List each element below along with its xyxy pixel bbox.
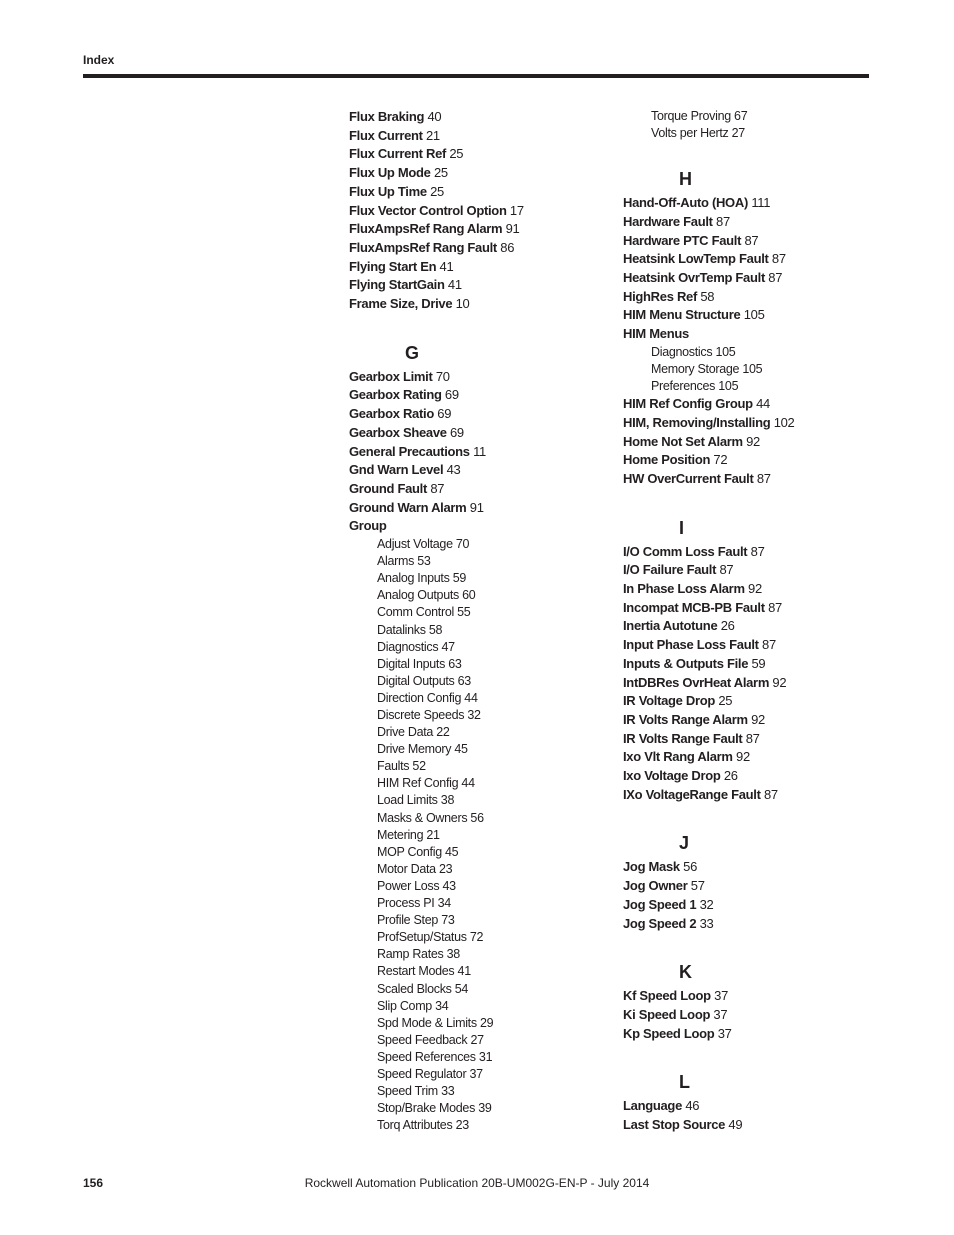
index-page-number: 92: [736, 749, 750, 765]
index-term: Flux Up Mode: [349, 165, 431, 181]
index-subentry: Discrete Speeds 32: [377, 708, 481, 722]
index-entry: [623, 730, 869, 749]
index-subentry: Masks & Owners 56: [377, 810, 484, 825]
index-page-number: 87: [745, 730, 760, 746]
index-term: Gearbox Ratio: [349, 406, 434, 422]
index-entry: [623, 395, 869, 414]
index-term: Kf Speed Loop: [623, 988, 711, 1004]
index-term: In Phase Loss Alarm: [623, 581, 745, 597]
index-entry: [349, 405, 609, 424]
index-page-number: 49: [728, 1117, 743, 1133]
index-subentry: Restart Modes 41: [377, 964, 471, 979]
index-term: Jog Speed 2: [623, 915, 697, 931]
index-entry: [623, 414, 869, 433]
index-subentry: Stop/Brake Modes 39: [377, 1101, 492, 1116]
group-subentries: [349, 536, 609, 1134]
index-entry: [349, 461, 609, 480]
index-entry: [623, 1116, 869, 1135]
index-entry-him-menus: [623, 325, 869, 344]
index-entry: [623, 433, 869, 452]
index-entry: [349, 295, 609, 314]
index-page-number: 41: [439, 258, 454, 274]
index-subentry: Digital Inputs 63: [377, 656, 462, 671]
index-entry: [349, 202, 609, 221]
index-entry: [623, 1025, 869, 1044]
index-page-number: 87: [430, 480, 445, 496]
index-term: Heatsink LowTemp Fault: [623, 251, 769, 267]
index-term: Ixo Vlt Rang Alarm: [623, 749, 733, 765]
index-page-number: 102: [773, 414, 795, 430]
index-column-right: [623, 108, 869, 1163]
index-subentry: Faults 52: [377, 759, 426, 774]
index-page-number: 43: [446, 462, 461, 478]
index-entry: [349, 424, 609, 443]
index-subentry: Datalinks 58: [377, 622, 443, 637]
index-subentry: Speed References 31: [377, 1049, 493, 1064]
index-entry: [623, 915, 869, 934]
index-subentry: Profile Step 73: [377, 913, 455, 928]
index-entry: [623, 599, 869, 618]
index-term: Flying Start En: [349, 258, 437, 274]
him-menus-subentries: [623, 344, 869, 395]
section-i: [623, 543, 869, 805]
index-subentry: Volts per Hertz 27: [651, 126, 745, 141]
index-page-number: 70: [435, 368, 450, 384]
index-page-number: 41: [447, 277, 462, 293]
index-page-number: 92: [772, 674, 787, 690]
index-entry: [623, 767, 869, 786]
index-page-number: 25: [718, 693, 733, 709]
index-subentry: Digital Outputs 63: [377, 673, 471, 688]
header-rule: [83, 74, 869, 78]
index-subentry: Load Limits 38: [377, 793, 455, 808]
index-term: Kp Speed Loop: [623, 1025, 715, 1041]
index-term: Gearbox Sheave: [349, 424, 447, 440]
index-term: Frame Size, Drive: [349, 296, 453, 312]
index-subentry: Motor Data 23: [377, 861, 453, 876]
index-page-number: 87: [763, 786, 778, 802]
index-page-number: 25: [430, 183, 444, 199]
index-entry: [623, 194, 869, 213]
section-letter-j: J: [679, 833, 690, 854]
index-entry: [349, 480, 609, 499]
index-term: FluxAmpsRef Rang Alarm: [349, 221, 503, 237]
index-entry: [623, 636, 869, 655]
index-subentry: Preferences 105: [651, 379, 739, 393]
index-subentry: Speed Regulator 37: [377, 1066, 483, 1081]
index-term: Jog Owner: [623, 878, 688, 894]
index-page-number: 32: [699, 896, 714, 912]
index-page-number: 87: [716, 213, 730, 229]
index-entry: [623, 786, 869, 805]
index-term: Ki Speed Loop: [623, 1006, 711, 1022]
index-page-number: 87: [719, 562, 734, 578]
index-term: IR Volts Range Fault: [623, 730, 743, 746]
page-number: 156: [83, 1176, 104, 1190]
index-subentry: Analog Inputs 59: [377, 571, 467, 586]
index-entry-group: [349, 517, 609, 536]
index-entry: [623, 232, 869, 251]
section-letter-g: G: [405, 342, 420, 363]
index-subentry: Drive Data 22: [377, 725, 450, 740]
index-entry: [623, 213, 869, 232]
index-entry: [623, 269, 869, 288]
index-page-number: 57: [690, 878, 705, 894]
continued-subentries: [623, 108, 869, 142]
index-term: IntDBRes OvrHeat Alarm: [623, 674, 770, 690]
index-page-number: 87: [750, 543, 765, 559]
index-term: Gearbox Rating: [349, 387, 442, 403]
index-page-number: 25: [449, 146, 464, 162]
index-term: Hand-Off-Auto (HOA): [623, 195, 748, 211]
index-term: Incompat MCB-PB Fault: [623, 599, 765, 615]
index-entry: [349, 127, 609, 146]
index-entry: [349, 183, 609, 202]
index-page-number: 69: [450, 424, 464, 440]
index-entry: [623, 877, 869, 896]
index-term: Jog Speed 1: [623, 896, 697, 912]
index-entry: [349, 164, 609, 183]
index-entry: [349, 108, 609, 127]
index-term: Flux Current: [349, 127, 423, 143]
index-page-number: 58: [700, 288, 715, 304]
index-subentry: Drive Memory 45: [377, 742, 468, 757]
index-term: Flux Up Time: [349, 183, 427, 199]
index-term: Language: [623, 1098, 682, 1114]
index-entry: [349, 443, 609, 462]
index-subentry: Speed Trim 33: [377, 1084, 455, 1099]
index-subentry: Adjust Voltage 70: [377, 537, 470, 552]
index-term: IR Volts Range Alarm: [623, 711, 748, 727]
index-term: HighRes Ref: [623, 288, 697, 304]
index-page-number: 10: [455, 296, 470, 312]
index-subentry: Process PI 34: [377, 896, 451, 911]
index-entry: [623, 306, 869, 325]
index-term: Home Position: [623, 452, 711, 468]
index-entry: [623, 674, 869, 693]
index-subentry: Diagnostics 47: [377, 639, 455, 654]
index-term: Heatsink OvrTemp Fault: [623, 270, 765, 285]
index-term: Gearbox Limit: [349, 368, 433, 384]
index-term: Flux Current Ref: [349, 146, 447, 162]
index-term: Inertia Autotune: [623, 618, 718, 634]
index-term: Inputs & Outputs File: [623, 655, 749, 671]
index-entry: [623, 987, 869, 1006]
running-header: Index: [83, 53, 115, 67]
index-page-number: 26: [723, 768, 738, 784]
index-entry: [349, 499, 609, 518]
index-page-number: 11: [473, 443, 486, 459]
h-entries: [623, 194, 869, 325]
index-page-number: 40: [427, 109, 442, 124]
index-term: I/O Comm Loss Fault: [623, 543, 748, 559]
index-entry: [623, 711, 869, 730]
index-term: Hardware PTC Fault: [623, 232, 742, 248]
index-page-number: 92: [751, 711, 765, 727]
index-page-number: 87: [768, 270, 783, 285]
index-page-number: 17: [509, 202, 524, 218]
index-subentry: Metering 21: [377, 827, 440, 842]
index-term: Home Not Set Alarm: [623, 433, 743, 449]
index-page-number: 59: [751, 655, 766, 671]
index-term: Ground Warn Alarm: [349, 499, 467, 515]
index-subentry: Memory Storage 105: [651, 361, 763, 376]
index-page-number: 21: [426, 127, 440, 143]
index-subentry: Slip Comp 34: [377, 998, 449, 1013]
index-page-number: 91: [469, 499, 484, 515]
index-page-number: 87: [744, 232, 759, 248]
index-page-number: 33: [699, 915, 714, 931]
index-page-number: 72: [713, 452, 728, 468]
index-entry: [623, 858, 869, 877]
index-entry: [623, 617, 869, 636]
section-h: [623, 194, 869, 488]
index-term: FluxAmpsRef Rang Fault: [349, 239, 497, 255]
index-page-number: 92: [746, 433, 760, 449]
index-subentry: Analog Outputs 60: [377, 588, 476, 603]
index-subentry: Speed Feedback 27: [377, 1032, 484, 1047]
index-term: Input Phase Loss Fault: [623, 637, 759, 653]
index-term: Jog Mask: [623, 859, 680, 875]
index-subentry: MOP Config 45: [377, 844, 459, 859]
index-term: Flying StartGain: [349, 277, 445, 293]
index-entry: [623, 250, 869, 269]
index-subentry: ProfSetup/Status 72: [377, 930, 484, 945]
index-entry: [623, 561, 869, 580]
index-entry: [349, 220, 609, 239]
index-page-number: 87: [756, 470, 771, 486]
index-subentry: Comm Control 55: [377, 605, 471, 620]
section-l: [623, 1097, 869, 1134]
index-subentry: Scaled Blocks 54: [377, 981, 469, 996]
index-page-number: 44: [756, 396, 770, 412]
publication-info: Rockwell Automation Publication 20B-UM002G-EN-P - July 2014: [304, 1176, 650, 1190]
index-entry: [623, 748, 869, 767]
index-term: Group: [349, 518, 387, 534]
index-entry: [623, 470, 869, 489]
index-entry: [623, 1097, 869, 1116]
index-term: General Precautions: [349, 443, 470, 459]
index-term: HIM, Removing/Installing: [623, 414, 771, 430]
section-k: [623, 987, 869, 1043]
index-term: I/O Failure Fault: [623, 562, 717, 578]
index-term: Ixo Voltage Drop: [623, 768, 721, 784]
index-term: Last Stop Source: [623, 1117, 726, 1133]
section-j: [623, 858, 869, 933]
index-page-number: 111: [751, 195, 771, 211]
index-page-number: 26: [720, 618, 735, 634]
index-entry: [623, 543, 869, 562]
index-term: IXo VoltageRange Fault: [623, 786, 761, 802]
index-subentry: Ramp Rates 38: [377, 947, 460, 962]
g-entries: [349, 368, 609, 518]
index-subentry: HIM Ref Config 44: [377, 776, 475, 791]
index-term: HW OverCurrent Fault: [623, 470, 754, 486]
index-page-number: 91: [505, 221, 520, 237]
index-page-number: 37: [713, 1006, 728, 1022]
index-term: HIM Menus: [623, 326, 689, 342]
index-entry: [349, 258, 609, 277]
index-subentry: Torq Attributes 23: [377, 1118, 469, 1133]
index-page-number: 86: [500, 239, 515, 255]
index-entry: [623, 655, 869, 674]
index-term: HIM Menu Structure: [623, 307, 741, 323]
index-entry: [349, 145, 609, 164]
index-term: Gnd Warn Level: [349, 462, 444, 478]
index-term: IR Voltage Drop: [623, 693, 716, 709]
index-page-number: 46: [685, 1098, 700, 1114]
index-entry: [623, 451, 869, 470]
index-entry: [623, 1006, 869, 1025]
index-column-left: [349, 108, 609, 1134]
index-page-number: 87: [771, 251, 786, 267]
index-page-number: 87: [768, 599, 782, 615]
index-page-number: 92: [748, 581, 762, 597]
index-subentry: Alarms 53: [377, 554, 431, 569]
index-entry: [349, 239, 609, 258]
index-term: Flux Braking: [349, 109, 425, 124]
index-page-number: 69: [444, 387, 459, 403]
index-subentry: Diagnostics 105: [651, 344, 736, 359]
index-term: Ground Fault: [349, 480, 427, 496]
section-letter-k: K: [679, 962, 692, 983]
index-subentry: Power Loss 43: [377, 878, 456, 893]
index-subentry: Spd Mode & Limits 29: [377, 1015, 494, 1030]
index-entry: [623, 692, 869, 711]
section-f: [349, 108, 609, 314]
section-letter-i: I: [679, 517, 685, 538]
index-subentry: Direction Config 44: [377, 690, 478, 705]
index-entry: [349, 386, 609, 405]
index-entry: [349, 276, 609, 295]
index-page-number: 37: [714, 988, 729, 1004]
index-term: Hardware Fault: [623, 213, 713, 229]
section-letter-l: L: [679, 1072, 690, 1093]
index-page-number: 87: [762, 637, 776, 653]
index-entry: [349, 368, 609, 387]
index-page-number: 37: [717, 1025, 732, 1041]
section-letter-h: H: [679, 169, 692, 190]
index-page-number: 25: [433, 165, 448, 181]
index-page-number: 56: [683, 859, 698, 875]
index-entry: [623, 288, 869, 307]
h-entries-2: [623, 395, 869, 489]
index-term: Flux Vector Control Option: [349, 202, 507, 218]
index-term: HIM Ref Config Group: [623, 396, 753, 412]
index-page-number: 105: [743, 307, 765, 323]
index-page-number: 69: [437, 406, 452, 422]
index-entry: [623, 896, 869, 915]
index-subentry: Torque Proving 67: [651, 109, 748, 123]
section-g: [349, 368, 609, 1135]
index-entry: [623, 580, 869, 599]
